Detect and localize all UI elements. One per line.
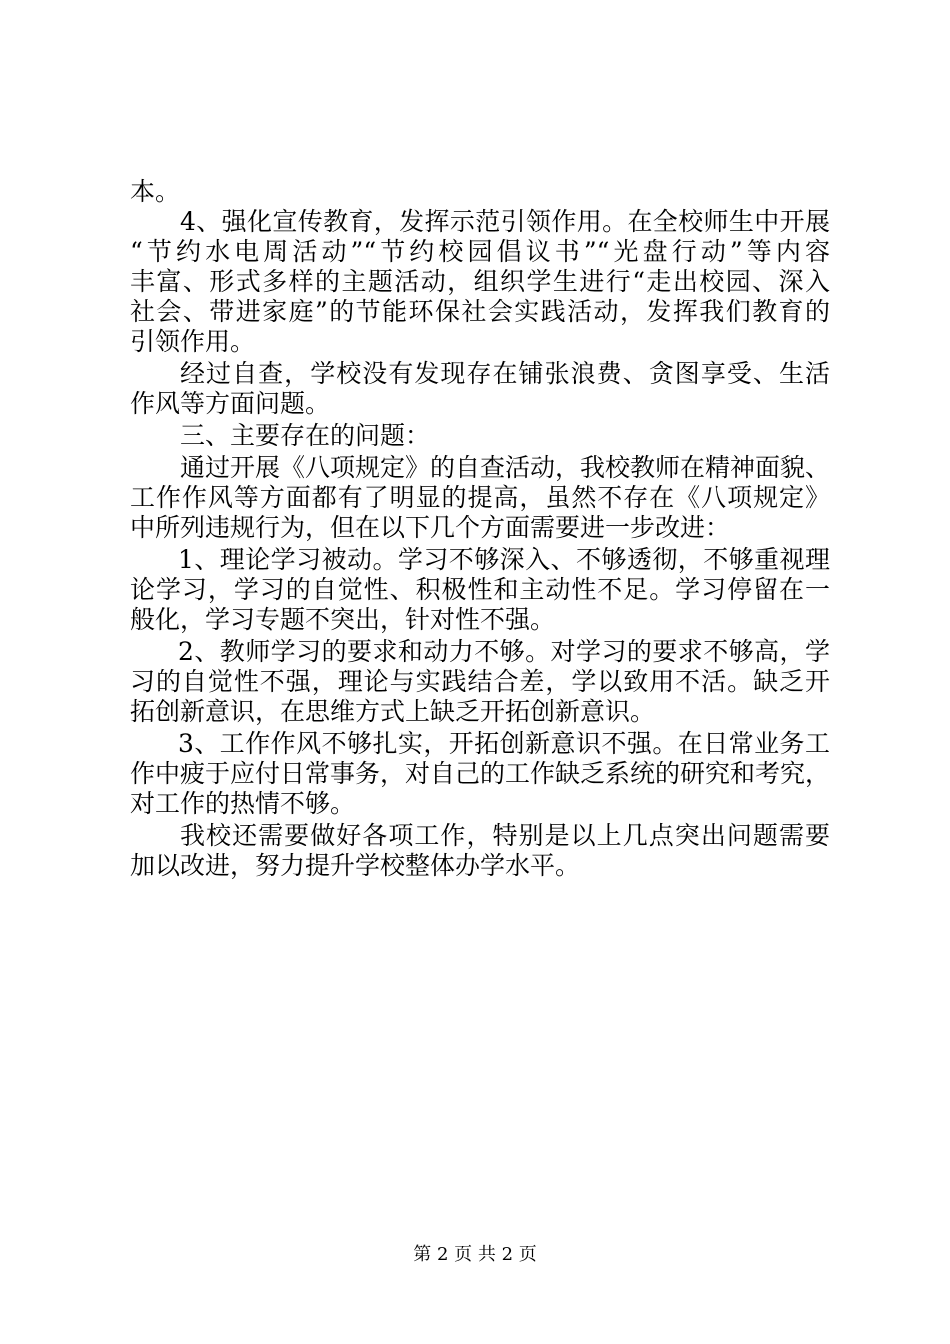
paragraph-line: 拓创新意识，在思维方式上缺乏开拓创新意识。: [130, 697, 656, 726]
paragraph-line: 引领作用。: [130, 327, 256, 356]
paragraph-line: 4、强化宣传教育，发挥示范引领作用。在全校师生中开展: [180, 207, 830, 236]
paragraph-line: 本。: [130, 177, 181, 206]
paragraph-line: 通过开展《八项规定》的自查活动，我校教师在精神面貌、: [180, 453, 831, 482]
paragraph-line: 1、理论学习被动。学习不够深入、不够透彻，不够重视理: [178, 545, 830, 574]
paragraph-line: “节约水电周活动”“节约校园倡议书”“光盘行动”等内容: [130, 237, 830, 266]
paragraph-line: 中所列违规行为，但在以下几个方面需要进一步改进：: [130, 513, 731, 542]
paragraph-line: 经过自查，学校没有发现存在铺张浪费、贪图享受、生活: [180, 359, 830, 388]
page-footer: 第 2 页 共 2 页: [413, 1244, 537, 1265]
paragraph-line: 2、教师学习的要求和动力不够。对学习的要求不够高，学: [178, 637, 830, 666]
paragraph-line: 3、工作作风不够扎实，开拓创新意识不强。在日常业务工: [178, 729, 830, 758]
paragraph-line: 丰富、形式多样的主题活动，组织学生进行“走出校园、深入: [130, 267, 830, 296]
paragraph-line: 工作作风等方面都有了明显的提高，虽然不存在《八项规定》: [130, 483, 830, 512]
paragraph-line: 加以改进，努力提升学校整体办学水平。: [130, 851, 581, 880]
paragraph-line: 社会、带进家庭”的节能环保社会实践活动，发挥我们教育的: [130, 297, 830, 326]
paragraph-line: 作风等方面问题。: [130, 389, 331, 418]
paragraph-line: 对工作的热情不够。: [130, 789, 356, 818]
paragraph-line: 习的自觉性不强，理论与实践结合差，学以致用不活。缺乏开: [130, 667, 830, 696]
paragraph-line: 我校还需要做好各项工作，特别是以上几点突出问题需要: [180, 821, 830, 850]
paragraph-line: 般化，学习专题不突出，针对性不强。: [130, 605, 556, 634]
paragraph-line: 作中疲于应付日常事务，对自己的工作缺乏系统的研究和考究，: [130, 759, 831, 788]
paragraph-line: 论学习，学习的自觉性、积极性和主动性不足。学习停留在一: [130, 575, 830, 604]
section-heading: 三、主要存在的问题：: [180, 421, 431, 450]
